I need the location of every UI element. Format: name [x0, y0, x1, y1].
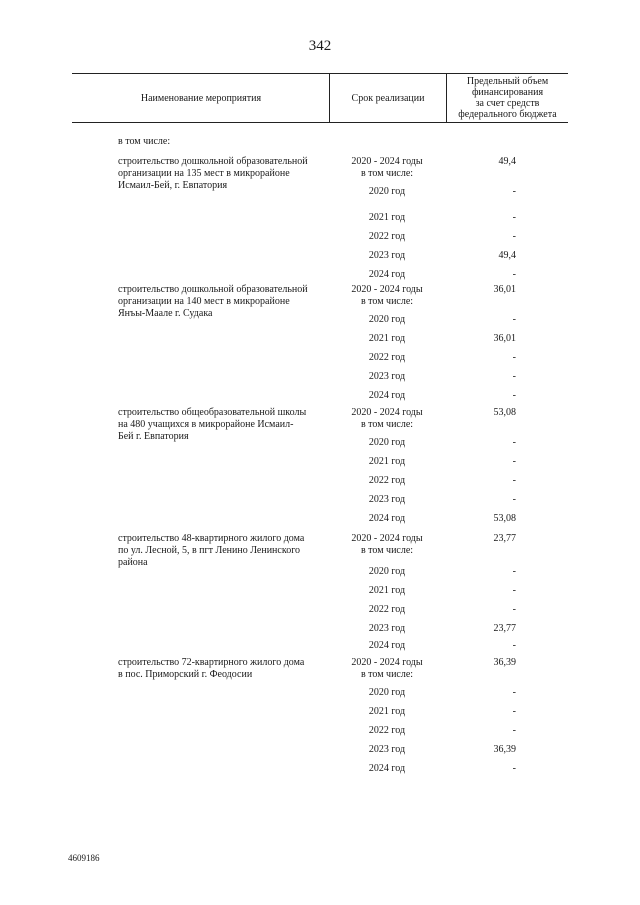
item-period-line: 2020 - 2024 годы: [351, 533, 423, 544]
year-value: -: [512, 687, 516, 698]
item-period-line: в том числе:: [360, 168, 414, 179]
item-period-line: в том числе:: [360, 545, 414, 556]
year-label: 2024 год: [368, 640, 406, 651]
item-name-line: на 480 учащихся в микрорайоне Исмаил-: [118, 419, 294, 430]
footer-code: 4609186: [68, 853, 100, 863]
year-value: -: [512, 186, 516, 197]
year-value: -: [512, 231, 516, 242]
item-total: 36,39: [493, 657, 516, 668]
year-label: 2024 год: [368, 763, 406, 774]
table-header-bottom-rule: [72, 122, 568, 123]
item-name-line: Бей г. Евпатория: [118, 431, 189, 442]
item-period-line: в том числе:: [360, 669, 414, 680]
year-label: 2023 год: [368, 494, 406, 505]
item-name-line: организации на 135 мест в микрорайоне: [118, 168, 290, 179]
year-value: 36,01: [493, 333, 516, 344]
year-value: -: [512, 494, 516, 505]
item-period-line: в том числе:: [360, 419, 414, 430]
item-total: 49,4: [498, 156, 516, 167]
header-funding: [447, 76, 568, 120]
item-name-line: строительство дошкольной образовательной: [118, 284, 308, 295]
year-label: 2020 год: [368, 314, 406, 325]
year-label: 2023 год: [368, 744, 406, 755]
year-label: 2022 год: [368, 352, 406, 363]
header-funding-line: Предельный объем: [466, 76, 549, 87]
year-label: 2024 год: [368, 390, 406, 401]
year-label: 2021 год: [368, 585, 406, 596]
item-name-line: Янъы-Маале г. Судака: [118, 308, 213, 319]
item-name-line: Исмаил-Бей, г. Евпатория: [118, 180, 228, 191]
year-value: -: [512, 314, 516, 325]
year-label: 2022 год: [368, 725, 406, 736]
year-value: -: [512, 566, 516, 577]
year-value: -: [512, 269, 516, 280]
item-name-line: строительство 72-квартирного жилого дома: [118, 657, 305, 668]
year-label: 2023 год: [368, 250, 406, 261]
year-value: -: [512, 456, 516, 467]
year-value: -: [512, 475, 516, 486]
year-label: 2023 год: [368, 371, 406, 382]
item-period-line: 2020 - 2024 годы: [351, 657, 423, 668]
year-label: 2021 год: [368, 456, 406, 467]
header-funding-line: за счет средств: [475, 98, 540, 109]
year-label: 2020 год: [368, 687, 406, 698]
year-label: 2024 год: [368, 513, 406, 524]
year-value: -: [512, 390, 516, 401]
year-value: -: [512, 725, 516, 736]
year-label: 2023 год: [368, 623, 406, 634]
item-period-line: 2020 - 2024 годы: [351, 407, 423, 418]
item-period-line: в том числе:: [360, 296, 414, 307]
year-value: 23,77: [493, 623, 516, 634]
year-value: -: [512, 371, 516, 382]
year-value: 49,4: [498, 250, 516, 261]
year-value: -: [512, 437, 516, 448]
year-value: 53,08: [493, 513, 516, 524]
year-label: 2021 год: [368, 706, 406, 717]
year-value: 36,39: [493, 744, 516, 755]
page-number: 342: [308, 38, 332, 54]
item-total: 53,08: [493, 407, 516, 418]
item-period-line: 2020 - 2024 годы: [351, 284, 423, 295]
item-total: 36,01: [493, 284, 516, 295]
year-label: 2020 год: [368, 186, 406, 197]
year-value: -: [512, 352, 516, 363]
year-label: 2021 год: [368, 333, 406, 344]
item-name-line: организации на 140 мест в микрорайоне: [118, 296, 290, 307]
item-name-line: по ул. Лесной, 5, в пгт Ленино Ленинского: [118, 545, 301, 556]
item-name-line: строительство 48-квартирного жилого дома: [118, 533, 305, 544]
intro-text: в том числе:: [118, 136, 171, 147]
item-period-line: 2020 - 2024 годы: [351, 156, 423, 167]
year-label: 2022 год: [368, 604, 406, 615]
year-label: 2020 год: [368, 437, 406, 448]
header-name: Наименование мероприятия: [140, 93, 262, 104]
item-name-line: района: [118, 557, 148, 568]
year-value: -: [512, 212, 516, 223]
year-label: 2022 год: [368, 475, 406, 486]
year-label: 2020 год: [368, 566, 406, 577]
year-label: 2024 год: [368, 269, 406, 280]
year-value: -: [512, 763, 516, 774]
header-period: Срок реализации: [351, 93, 425, 104]
item-name-line: в пос. Приморский г. Феодосии: [118, 669, 253, 680]
year-value: -: [512, 640, 516, 651]
item-name-line: строительство общеобразовательной школы: [118, 407, 307, 418]
year-label: 2021 год: [368, 212, 406, 223]
item-name-line: строительство дошкольной образовательной: [118, 156, 308, 167]
year-value: -: [512, 604, 516, 615]
year-value: -: [512, 585, 516, 596]
header-funding-line: федерального бюджета: [458, 109, 557, 120]
header-funding-line: финансирования: [471, 87, 544, 98]
table-top-rule: [72, 73, 568, 74]
year-value: -: [512, 706, 516, 717]
item-total: 23,77: [493, 533, 516, 544]
year-label: 2022 год: [368, 231, 406, 242]
